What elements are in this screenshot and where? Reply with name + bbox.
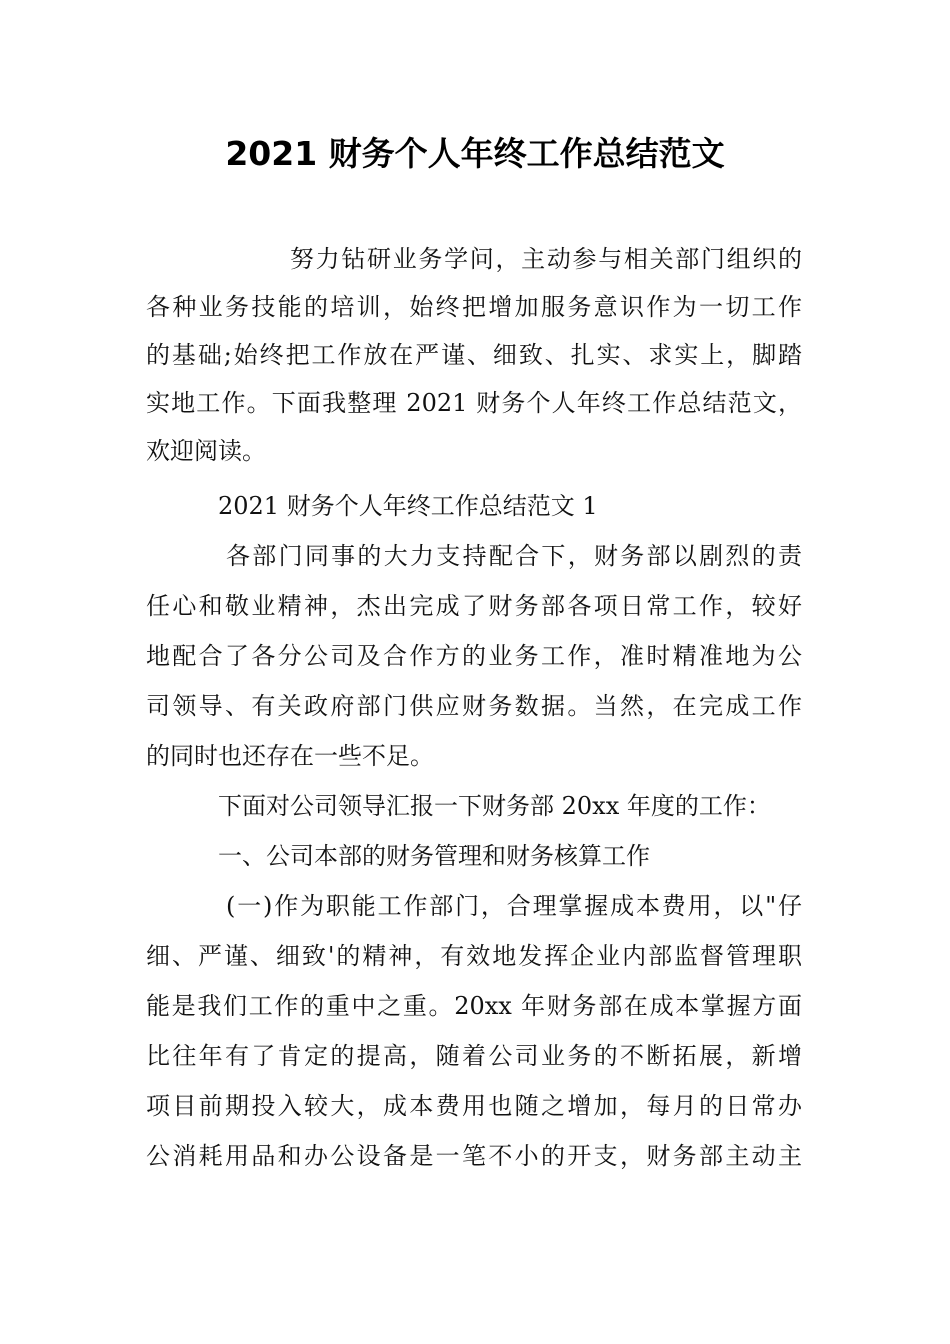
body-line-16: 公消耗用品和办公设备是一笔不小的开支，财务部主动主 [146, 1142, 802, 1170]
body-line-13: 能是我们工作的重中之重。20xx 年财务部在成本掌握方面 [146, 992, 802, 1020]
body-line-3: 的基础;始终把工作放在严谨、细致、扎实、求实上，脚踏 [146, 341, 802, 369]
body-line-11: (一)作为职能工作部门，合理掌握成本费用，以"仔 [226, 892, 802, 920]
body-line-12: 细、严谨、细致'的精神，有效地发挥企业内部监督管理职 [146, 942, 802, 970]
body-line-14: 比往年有了肯定的提高，随着公司业务的不断拓展，新增 [146, 1042, 802, 1070]
document-title: 2021 财务个人年终工作总结范文 [225, 134, 725, 173]
section-heading-1: 2021 财务个人年终工作总结范文 1 [218, 492, 598, 520]
body-line-5: 欢迎阅读。 [146, 437, 266, 465]
report-intro-line: 下面对公司领导汇报一下财务部 20xx 年度的工作： [218, 792, 771, 820]
section-heading-2: 一、公司本部的财务管理和财务核算工作 [218, 842, 650, 870]
body-line-2: 各种业务技能的培训，始终把增加服务意识作为一切工作 [146, 293, 802, 321]
body-line-15: 项目前期投入较大，成本费用也随之增加，每月的日常办 [146, 1092, 802, 1120]
body-line-8: 地配合了各分公司及合作方的业务工作，准时精准地为公 [146, 642, 802, 670]
body-line-7: 任心和敬业精神，杰出完成了财务部各项日常工作，较好 [146, 592, 802, 620]
body-line-10: 的同时也还存在一些不足。 [146, 742, 434, 770]
body-line-9: 司领导、有关政府部门供应财务数据。当然，在完成工作 [146, 692, 802, 720]
body-line-4: 实地工作。下面我整理 2021 财务个人年终工作总结范文， [146, 389, 802, 417]
body-line-6: 各部门同事的大力支持配合下，财务部以剧烈的责 [226, 542, 802, 570]
body-line-1: 努力钻研业务学问，主动参与相关部门组织的 [290, 245, 802, 273]
